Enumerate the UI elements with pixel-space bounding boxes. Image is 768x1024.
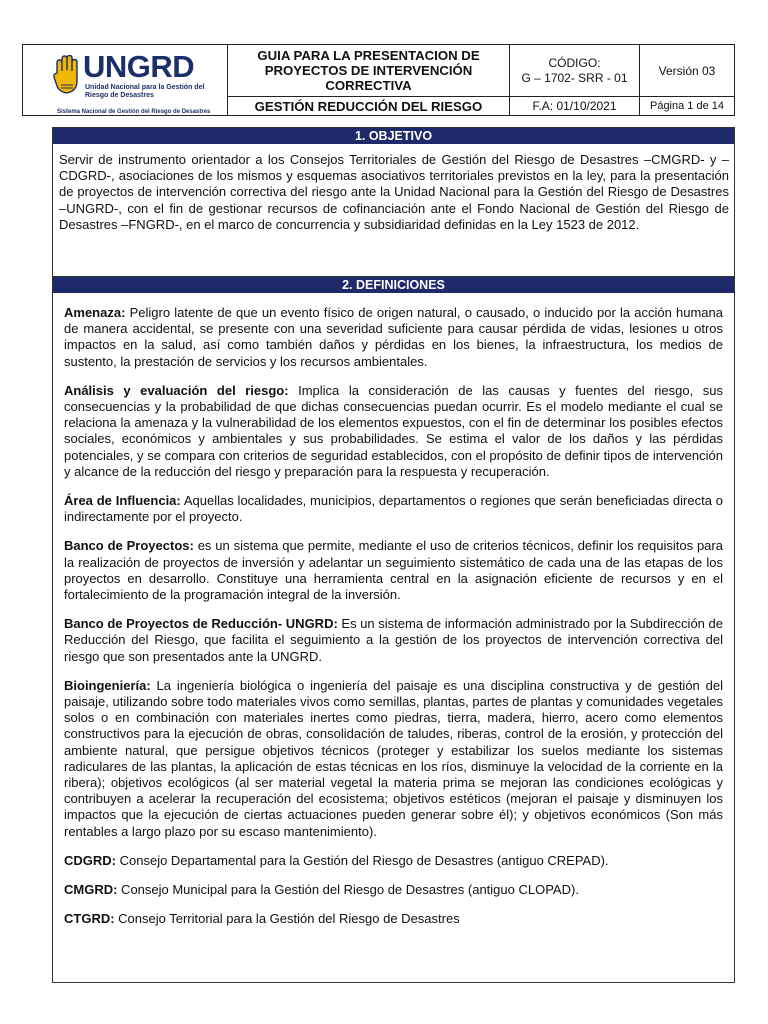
definition-term: CMGRD: (64, 882, 118, 898)
definition-item (64, 678, 723, 840)
document-version: Versión 03 (640, 45, 734, 97)
code-block (510, 45, 639, 97)
ungrd-logo (53, 49, 221, 115)
document-title: GUIA PARA LA PRESENTACION DE PROYECTOS DE INTERVENCIÓN CORRECTIVA (228, 45, 509, 97)
code-cell (510, 45, 640, 115)
definitions-heading: 2. DEFINICIONES (53, 277, 734, 293)
objective-text: Servir de instrumento orientador a los Consejos Territoriales de Gestión del Riesgo de Desastres –CMGRD- y –CDGRD-, asociaciones de los mismos y esquemas asociativos territoriales previstos en la ley, para la presentación de proyectos de intervención correctiva del riesgo ante la Unidad Nacional para la Gestión del Riesgo de Desastres –UNGRD-, con el fin de gestionar recursos de cofinanciación ante el Fondo Nacional de Gestión del Riesgo de Desastres –FNGRD-, en el marco de concurrencia y subsidiaridad definidas en la Ley 1523 de 2012. (59, 152, 729, 232)
page-number: Página 1 de 14 (649, 100, 724, 112)
code-label: CÓDIGO: (548, 55, 601, 70)
definition-item (64, 305, 723, 370)
definition-item (64, 882, 723, 898)
definition-term: Área de Influencia: (64, 493, 181, 509)
definition-term: Análisis y evaluación del riesgo: (64, 382, 289, 398)
definition-text: Es un sistema de información administrado por la Subdirección de Reducción del Riesgo, que facilita el seguimiento a la gestión de los proyectos de intervención correctiva del riesgo que son presentados ante la UNGRD. (64, 616, 723, 664)
definition-term: CTGRD: (64, 911, 115, 927)
document-header (22, 44, 735, 116)
logo-cell (23, 45, 228, 115)
definition-text: Consejo Departamental para la Gestión del Riesgo de Desastres (antiguo CREPAD). (116, 852, 609, 868)
definition-item (64, 383, 723, 480)
definitions-list (64, 305, 723, 941)
definition-text: Consejo Territorial para la Gestión del Riesgo de Desastres (114, 911, 460, 927)
definition-text: Aquellas localidades, municipios, departamentos o regiones que serán beneficiadas directa o indirectamente por el proyecto. (64, 493, 723, 525)
definition-item (64, 538, 723, 603)
title-cell (228, 45, 510, 115)
definition-term: Banco de Proyectos de Reducción- UNGRD: (64, 616, 338, 632)
logo-subtitle: Unidad Nacional para la Gestión del Riesgo de Desastres (85, 84, 205, 99)
code-value: G – 1702- SRR - 01 (521, 70, 628, 85)
content-frame (52, 127, 735, 983)
definition-text: Implica la consideración de las causas y fuentes del riesgo, sus consecuencias y la probabilidad de que dichas consecuencias puedan ocurrir. Es el modelo mediante el cual se relaciona la amenaza y la vulnerabilidad de los elementos expuestos, con el fin de determinar los posibles efectos sociales, económicos y ambientales y sus probabilidades. Se estima el valor de los daños y las pérdidas potenciales, y se compara con criterios de seguridad establecidos, con el propósito de definir tipos de intervención y alcance de la reducción del riesgo y preparación para la respuesta y recuperación. (64, 382, 723, 479)
definition-item (64, 616, 723, 665)
version-cell (640, 45, 734, 115)
definition-term: Banco de Proyectos: (64, 538, 194, 554)
logo-tagline: Sistema Nacional de Gestión del Riesgo de Desastres (57, 109, 211, 115)
definition-text: Peligro latente de que un evento físico de origen natural, o causado, o inducido por la acción humana de manera accidental, se presente con una severidad suficiente para causar pérdida de vidas, lesiones u otros impactos en la salud, así como también daños y pérdidas en los bienes, la infraestructura, los medios de sustento, la prestación de servicios y los recursos ambientales. (64, 305, 723, 369)
document-subtitle: GESTIÓN REDUCCIÓN DEL RIESGO (254, 98, 483, 114)
definition-item (64, 493, 723, 525)
definition-item (64, 853, 723, 869)
hand-emblem-icon (53, 55, 81, 97)
definition-term: CDGRD: (64, 852, 116, 868)
document-date: F.A: 01/10/2021 (532, 99, 617, 113)
definition-term: Amenaza: (64, 305, 126, 320)
definition-text: La ingeniería biológica o ingeniería del paisaje es una disciplina constructiva y de gestión del paisaje, utilizando sobre todo materiales vivos como semillas, plantas, partes de plantas y comunidades vegetales solos o en combinación con materiales inertes como piedras, tierra, madera, hierro, acero como elementos constructivos para la ejecución de obras, consolidación de taludes, riberas, control de la erosión, y protección del ambiente natural, que persigue objetivos técnicos (proteger y estabilizar los suelos mediante los sistemas radiculares de las plantas, la aplicación de estas técnicas en los ríos, disminuye la velocidad de la corriente en la ribera); objetivos ecológicos (al ser material vegetal la materia prima se mejoran las condiciones ecológicas y contribuyen a acelerar la recuperación del ecosistema; objetivos estéticos (mejoran el paisaje y disminuyen los impactos que la ejecución de ciertas actuaciones pueden generar sobre él); y objetivos económicos (Son más rentables a largo plazo por su escaso mantenimiento). (64, 677, 723, 839)
objective-heading: 1. OBJETIVO (53, 128, 734, 144)
definition-text: es un sistema que permite, mediante el uso de criterios técnicos, definir los requisitos para la realización de proyectos de inversión y adelantar un seguimiento sistemático de cada una de las etapas de los proyectos en desarrollo. Constituye una herramienta central en la asignación eficiente de recursos y en el fortalecimiento de la programación integral de la inversión. (64, 538, 723, 603)
definition-term: Bioingeniería: (64, 677, 151, 693)
definition-text: Consejo Municipal para la Gestión del Riesgo de Desastres (antiguo CLOPAD). (117, 882, 579, 898)
definition-item (64, 911, 723, 927)
logo-wordmark: UNGRD (83, 49, 195, 84)
